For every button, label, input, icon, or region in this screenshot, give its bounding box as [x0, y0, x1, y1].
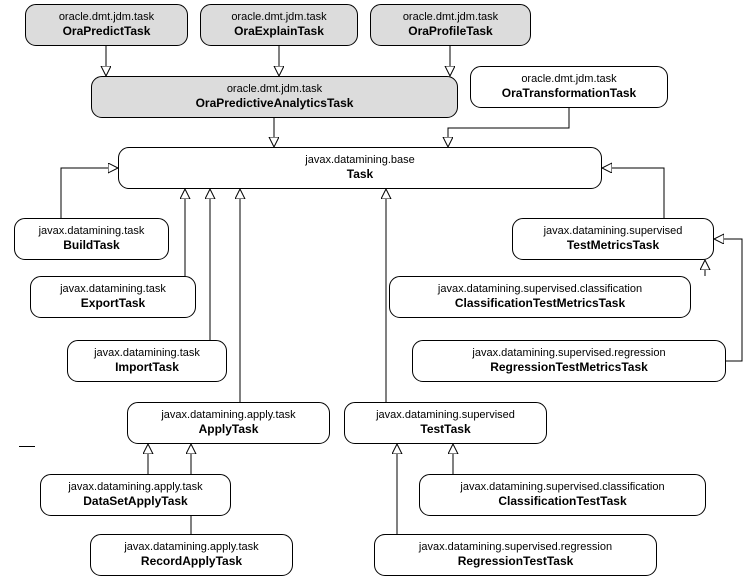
class-node-orapredictiveanalyticstask[interactable] — [91, 76, 458, 118]
class-node-package: javax.datamining.task — [94, 347, 200, 360]
class-node-regressiontestmetricstask[interactable] — [412, 340, 726, 382]
class-node-name: OraProfileTask — [408, 23, 493, 38]
class-node-name: ExportTask — [80, 295, 146, 310]
class-node-oratransformationtask[interactable] — [470, 66, 668, 108]
class-node-name: TestMetricsTask — [566, 237, 660, 252]
class-node-name: ImportTask — [115, 359, 179, 374]
class-node-importtask[interactable] — [67, 340, 227, 382]
class-node-name: TestTask — [420, 421, 471, 436]
stray-tick-mark — [19, 446, 35, 447]
class-node-package: javax.datamining.apply.task — [124, 541, 259, 554]
class-node-orapredicttask[interactable] — [25, 4, 188, 46]
class-node-datasetapplytask[interactable] — [40, 474, 231, 516]
class-node-name: RecordApplyTask — [140, 553, 243, 568]
class-node-package: javax.datamining.supervised.classification — [437, 283, 643, 296]
class-node-testmetricstask[interactable] — [512, 218, 714, 260]
class-node-package: oracle.dmt.jdm.task — [226, 83, 323, 96]
class-node-package: javax.datamining.supervised.classification — [460, 481, 665, 494]
class-node-oraprofiletask[interactable] — [370, 4, 531, 46]
class-node-name: OraPredictiveAnalyticsTask — [195, 95, 354, 110]
class-node-regressiontesttask[interactable] — [374, 534, 657, 576]
class-node-name: OraPredictTask — [62, 23, 151, 38]
class-node-package: javax.datamining.supervised.regression — [418, 541, 613, 554]
class-node-recordapplytask[interactable] — [90, 534, 293, 576]
class-node-package: javax.datamining.task — [60, 283, 166, 296]
class-node-exporttask[interactable] — [30, 276, 196, 318]
class-node-name: DataSetApplyTask — [83, 493, 188, 508]
class-node-package: oracle.dmt.jdm.task — [231, 11, 327, 24]
class-node-name: RegressionTestTask — [457, 553, 574, 568]
class-node-name: ClassificationTestMetricsTask — [454, 295, 626, 310]
class-node-testtask[interactable] — [344, 402, 547, 444]
class-node-name: ApplyTask — [198, 421, 259, 436]
class-node-package: javax.datamining.supervised.regression — [472, 347, 666, 360]
class-node-name: OraTransformationTask — [501, 85, 637, 100]
class-node-package: javax.datamining.supervised — [543, 225, 683, 238]
class-node-package: javax.datamining.apply.task — [161, 409, 296, 422]
class-node-applytask[interactable] — [127, 402, 330, 444]
class-node-package: oracle.dmt.jdm.task — [402, 11, 499, 24]
class-node-name: Task — [346, 166, 374, 181]
class-node-name: BuildTask — [63, 237, 120, 252]
class-node-package: javax.datamining.supervised — [376, 409, 515, 422]
class-node-name: OraExplainTask — [234, 23, 324, 38]
class-node-oraexplaintask[interactable] — [200, 4, 358, 46]
class-node-package: javax.datamining.apply.task — [68, 481, 203, 494]
class-node-buildtask[interactable] — [14, 218, 169, 260]
class-node-name: RegressionTestMetricsTask — [490, 359, 648, 374]
class-node-package: javax.datamining.base — [305, 154, 415, 167]
class-node-package: javax.datamining.task — [38, 225, 145, 238]
class-node-classificationtesttask[interactable] — [419, 474, 706, 516]
class-node-package: oracle.dmt.jdm.task — [58, 11, 155, 24]
class-node-task[interactable] — [118, 147, 602, 189]
class-node-classificationtestmetricstask[interactable] — [389, 276, 691, 318]
class-node-name: ClassificationTestTask — [498, 493, 627, 508]
class-node-package: oracle.dmt.jdm.task — [521, 73, 617, 86]
